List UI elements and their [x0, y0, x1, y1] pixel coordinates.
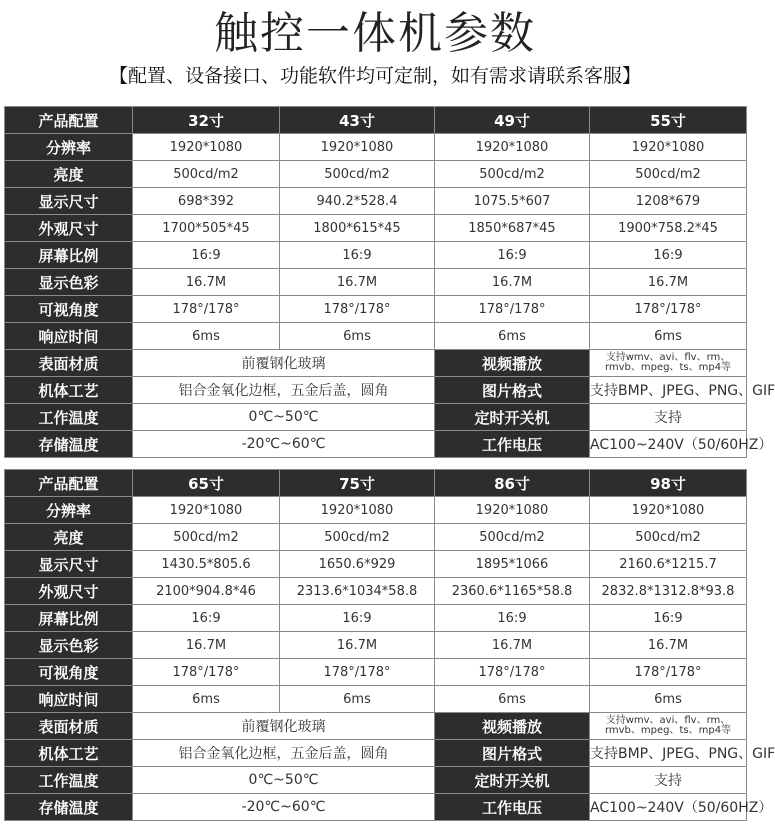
header-size: 98寸 [590, 470, 747, 497]
row-label: 外观尺寸 [5, 578, 133, 605]
table-cell: 6ms [280, 686, 435, 713]
table-cell: 16.7M [280, 269, 435, 296]
table-row [5, 605, 747, 632]
table-cell: 1208*679 [590, 188, 747, 215]
table-cell: 178°/178° [280, 659, 435, 686]
table-row [5, 713, 747, 740]
table-cell: 1920*1080 [280, 134, 435, 161]
table-cell: 1920*1080 [133, 134, 280, 161]
table-cell: 支持 [590, 404, 747, 431]
row-label: 响应时间 [5, 686, 133, 713]
table-cell: 6ms [435, 686, 590, 713]
table-cell: 178°/178° [590, 296, 747, 323]
table-cell: 16.7M [133, 632, 280, 659]
row-label: 机体工艺 [5, 377, 133, 404]
table-cell: 1920*1080 [435, 497, 590, 524]
row-label: 亮度 [5, 161, 133, 188]
table-cell: 6ms [133, 686, 280, 713]
table-cell: 16:9 [435, 605, 590, 632]
table-cell: 16.7M [435, 269, 590, 296]
row-label: 图片格式 [435, 377, 590, 404]
row-label: 显示色彩 [5, 632, 133, 659]
table-cell: 178°/178° [133, 659, 280, 686]
table-cell: 500cd/m2 [133, 161, 280, 188]
table-cell: 16:9 [280, 242, 435, 269]
table-cell: 500cd/m2 [280, 161, 435, 188]
table-row [5, 524, 747, 551]
spec-table-1 [4, 106, 775, 458]
table-row [5, 161, 747, 188]
table-cell: 2313.6*1034*58.8 [280, 578, 435, 605]
table-cell: 16:9 [280, 605, 435, 632]
table-cell: 2832.8*1312.8*93.8 [590, 578, 747, 605]
table-cell: 16.7M [435, 632, 590, 659]
row-label: 工作电压 [435, 431, 590, 458]
table-row [5, 188, 747, 215]
row-label: 响应时间 [5, 323, 133, 350]
header-size: 65寸 [133, 470, 280, 497]
row-label: 屏幕比例 [5, 605, 133, 632]
header-size: 86寸 [435, 470, 590, 497]
table-cell: 500cd/m2 [280, 524, 435, 551]
table-header-row [5, 470, 747, 497]
table-cell: 支持BMP、JPEG、PNG、GIF [590, 740, 747, 767]
table-row [5, 350, 747, 377]
table-row [5, 215, 747, 242]
table-row [5, 296, 747, 323]
table-row [5, 767, 747, 794]
table-cell: 1800*615*45 [280, 215, 435, 242]
table-cell: -20℃~60℃ [133, 794, 435, 821]
table-cell: 16:9 [590, 605, 747, 632]
row-label: 视频播放 [435, 350, 590, 377]
table-cell: 6ms [590, 323, 747, 350]
table-cell: 1650.6*929 [280, 551, 435, 578]
table-row [5, 242, 747, 269]
table-cell: 前覆钢化玻璃 [133, 350, 435, 377]
table-cell: 1895*1066 [435, 551, 590, 578]
table-row [5, 794, 747, 821]
header-size: 49寸 [435, 107, 590, 134]
row-label: 屏幕比例 [5, 242, 133, 269]
table-cell: 1850*687*45 [435, 215, 590, 242]
table-row [5, 497, 747, 524]
table-cell: 支持BMP、JPEG、PNG、GIF [590, 377, 747, 404]
table-cell: 500cd/m2 [590, 524, 747, 551]
table-cell: 16.7M [590, 632, 747, 659]
row-label: 显示色彩 [5, 269, 133, 296]
table-cell: 1075.5*607 [435, 188, 590, 215]
table-cell: 16:9 [435, 242, 590, 269]
row-label: 存储温度 [5, 794, 133, 821]
header-size: 75寸 [280, 470, 435, 497]
row-label: 工作温度 [5, 767, 133, 794]
table-header-row [5, 107, 747, 134]
table-cell: 6ms [280, 323, 435, 350]
table-cell: AC100~240V（50/60HZ） [590, 794, 747, 821]
table-cell: 178°/178° [435, 659, 590, 686]
table-cell: 178°/178° [280, 296, 435, 323]
table-row [5, 134, 747, 161]
row-label: 分辨率 [5, 134, 133, 161]
table-cell: 6ms [435, 323, 590, 350]
table-cell: 支持 [590, 767, 747, 794]
table-cell: 16:9 [590, 242, 747, 269]
row-label: 分辨率 [5, 497, 133, 524]
row-label: 视频播放 [435, 713, 590, 740]
row-label: 图片格式 [435, 740, 590, 767]
table-cell: 支持wmv、avi、flv、rm、rmvb、mpeg、ts、mp4等 [590, 350, 747, 377]
page-title: 触控一体机参数 [214, 8, 536, 59]
header-label: 产品配置 [5, 107, 133, 134]
table-row [5, 578, 747, 605]
table-cell: 500cd/m2 [435, 524, 590, 551]
header-size: 43寸 [280, 107, 435, 134]
table-cell: 支持wmv、avi、flv、rm、rmvb、mpeg、ts、mp4等 [590, 713, 747, 740]
table-cell: 2160.6*1215.7 [590, 551, 747, 578]
page-subtitle: 【配置、设备接口、功能软件均可定制，如有需求请联系客服】 [108, 65, 641, 87]
table-row [5, 632, 747, 659]
table-row [5, 431, 747, 458]
table-cell: 16.7M [133, 269, 280, 296]
row-label: 表面材质 [5, 713, 133, 740]
table-cell: 1920*1080 [590, 497, 747, 524]
row-label: 工作电压 [435, 794, 590, 821]
table-cell: 940.2*528.4 [280, 188, 435, 215]
row-label: 定时开关机 [435, 404, 590, 431]
row-label: 显示尺寸 [5, 188, 133, 215]
row-label: 外观尺寸 [5, 215, 133, 242]
table-cell: 698*392 [133, 188, 280, 215]
row-label: 亮度 [5, 524, 133, 551]
table-cell: 1430.5*805.6 [133, 551, 280, 578]
row-label: 显示尺寸 [5, 551, 133, 578]
row-label: 机体工艺 [5, 740, 133, 767]
table-cell: 前覆钢化玻璃 [133, 713, 435, 740]
table-cell: 1920*1080 [280, 497, 435, 524]
table-cell: 1920*1080 [590, 134, 747, 161]
row-label: 可视角度 [5, 296, 133, 323]
table-cell: 2360.6*1165*58.8 [435, 578, 590, 605]
table-cell: AC100~240V（50/60HZ） [590, 431, 747, 458]
row-label: 表面材质 [5, 350, 133, 377]
table-cell: 1900*758.2*45 [590, 215, 747, 242]
table-cell: 500cd/m2 [590, 161, 747, 188]
table-row [5, 659, 747, 686]
table-cell: 1920*1080 [435, 134, 590, 161]
row-label: 存储温度 [5, 431, 133, 458]
table-row [5, 404, 747, 431]
table-cell: 铝合金氧化边框，五金后盖，圆角 [133, 377, 435, 404]
table-row [5, 377, 747, 404]
table-cell: 铝合金氧化边框，五金后盖，圆角 [133, 740, 435, 767]
table-cell: -20℃~60℃ [133, 431, 435, 458]
table-cell: 16:9 [133, 605, 280, 632]
table-row [5, 686, 747, 713]
table-cell: 500cd/m2 [435, 161, 590, 188]
row-label: 工作温度 [5, 404, 133, 431]
header-size: 55寸 [590, 107, 747, 134]
table-cell: 16:9 [133, 242, 280, 269]
table-cell: 6ms [590, 686, 747, 713]
spec-table-2 [4, 469, 775, 821]
header-size: 32寸 [133, 107, 280, 134]
table-row [5, 269, 747, 296]
table-row [5, 740, 747, 767]
table-cell: 0℃~50℃ [133, 404, 435, 431]
table-cell: 178°/178° [590, 659, 747, 686]
table-cell: 16.7M [280, 632, 435, 659]
table-cell: 2100*904.8*46 [133, 578, 280, 605]
table-cell: 6ms [133, 323, 280, 350]
row-label: 定时开关机 [435, 767, 590, 794]
table-row [5, 323, 747, 350]
table-cell: 1700*505*45 [133, 215, 280, 242]
header-label: 产品配置 [5, 470, 133, 497]
table-cell: 1920*1080 [133, 497, 280, 524]
table-cell: 178°/178° [435, 296, 590, 323]
table-row [5, 551, 747, 578]
table-cell: 178°/178° [133, 296, 280, 323]
table-cell: 0℃~50℃ [133, 767, 435, 794]
row-label: 可视角度 [5, 659, 133, 686]
table-cell: 500cd/m2 [133, 524, 280, 551]
table-cell: 16.7M [590, 269, 747, 296]
